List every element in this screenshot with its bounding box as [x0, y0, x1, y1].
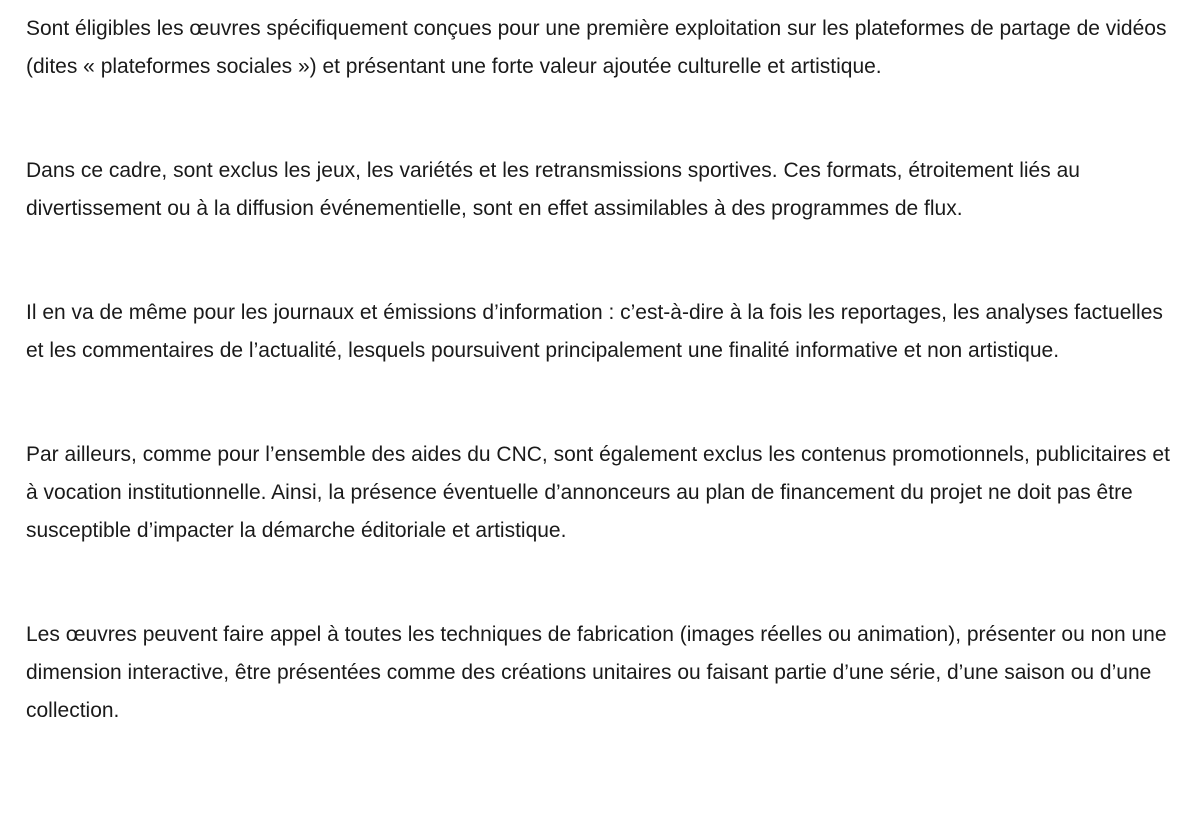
paragraph-promotional-exclusion: Par ailleurs, comme pour l’ensemble des aides du CNC, sont également exclus les contenus promotionnels, publicitaires et à vocation institutionnelle. Ainsi, la présence éventuelle d’annonceurs au plan de financement du projet ne doit pas être susceptible d’impacter la démarche éditoriale et artistique. — [26, 443, 1170, 542]
paragraph-techniques: Les œuvres peuvent faire appel à toutes les techniques de fabrication (images réelles ou animation), présenter ou non une dimension interactive, être présentées comme des créations unitaires ou faisant partie d’une série, d’une saison ou d’une collection. — [26, 623, 1167, 722]
paragraph-news-exclusion: Il en va de même pour les journaux et émissions d’information : c’est-à-dire à la fois les reportages, les analyses factuelles et les commentaires de l’actualité, lesquels poursuivent principalement une finalité informative et non artistique. — [26, 301, 1163, 362]
paragraph-eligibility: Sont éligibles les œuvres spécifiquement conçues pour une première exploitation sur les plateformes de partage de vidéos (dites « plateformes sociales ») et présentant une forte valeur ajoutée culturelle et artistique. — [26, 17, 1167, 78]
document-body — [26, 10, 1186, 730]
paragraph-excluded-formats: Dans ce cadre, sont exclus les jeux, les variétés et les retransmissions sportives. Ces formats, étroitement liés au divertissement ou à la diffusion événementielle, sont en effet assimilables à des programmes de flux. — [26, 159, 1080, 220]
